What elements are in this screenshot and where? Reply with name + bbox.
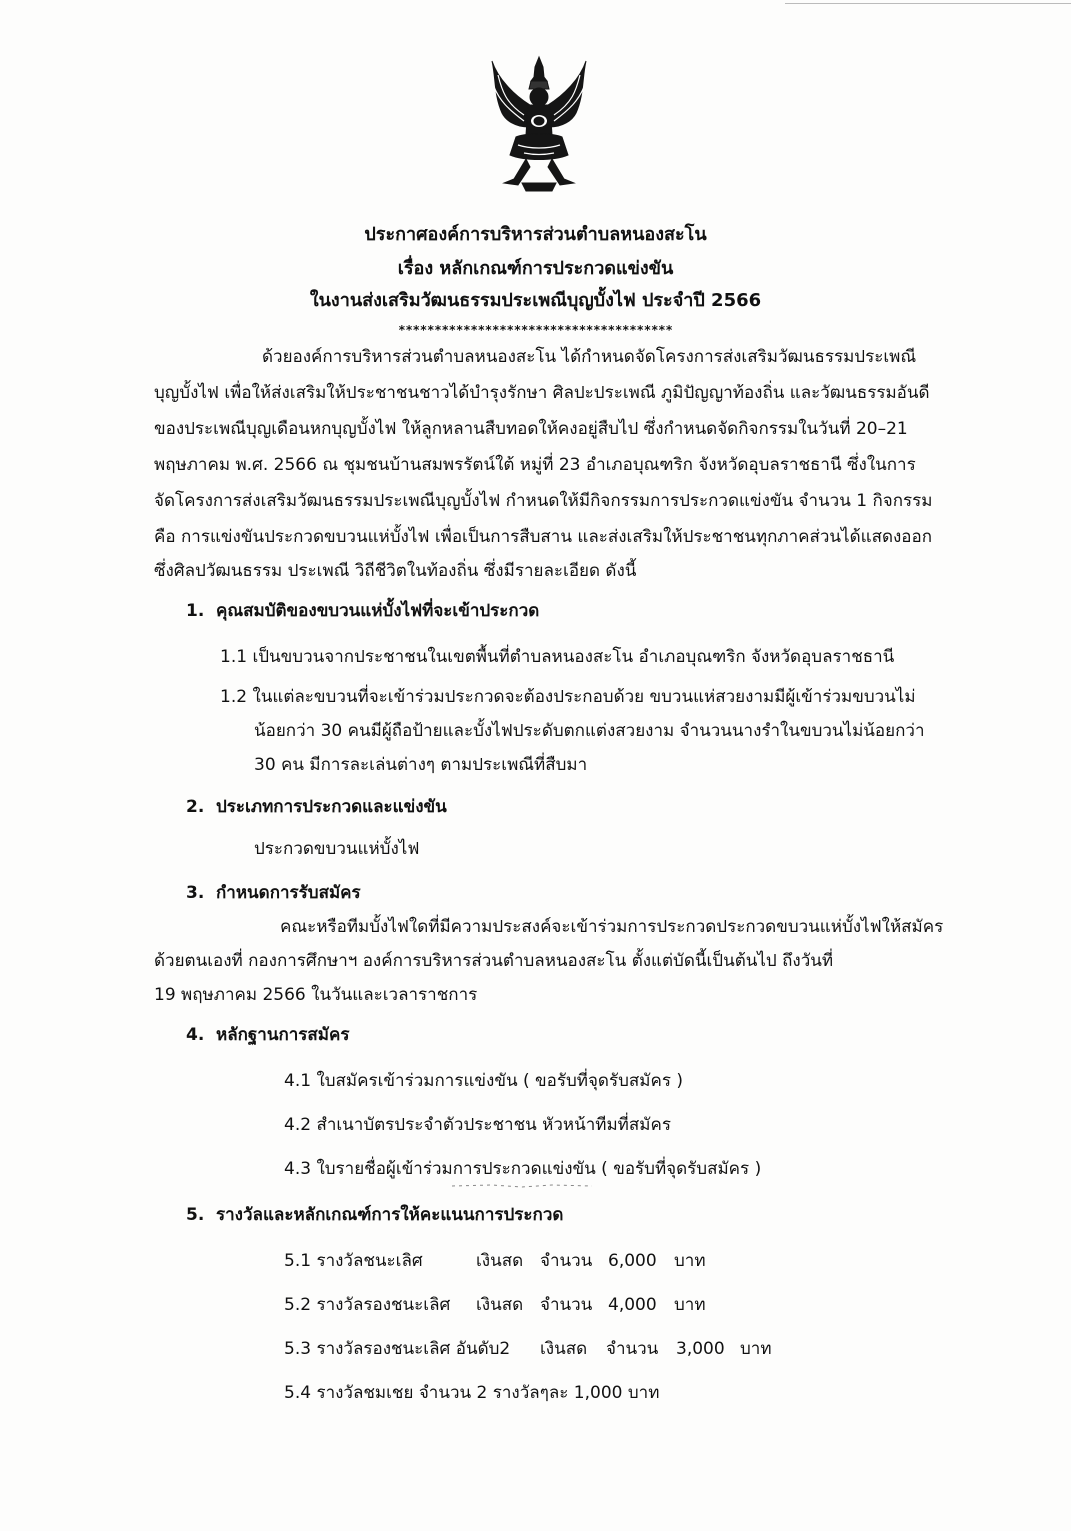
prize-cash: เงินสด (540, 1339, 588, 1359)
title-separator: ************************************** (398, 323, 673, 337)
intro-line: คือ การแข่งขันประกวดขบวนแห่บั้งไฟ เพื่อเป็นการสืบสาน และส่งเสริมให้ประชาชนทุกภาคส่วนได้แสดงออก (154, 527, 933, 547)
announcement-event: ในงานส่งเสริมวัฒนธรรมประเพณีบุญบั้งไฟ ประจำปี 2566 (309, 290, 762, 311)
prize-amount: 6,000 (608, 1251, 657, 1271)
prize-unit: บาท (740, 1339, 772, 1359)
prize-cash: เงินสด (476, 1251, 524, 1271)
section-5-heading (186, 1202, 563, 1228)
section-4-item: 4.3 ใบรายชื่อผู้เข้าร่วมการประกวดแข่งขัน ( ขอรับที่จุดรับสมัคร ) (284, 1159, 762, 1179)
section-title: กำหนดการรับสมัคร (216, 883, 361, 903)
intro-line: ของประเพณีบุญเดือนหกบุญบั้งไฟ ให้ลูกหลานสืบทอดให้คงอยู่สืบไป ซึ่งกำหนดจัดกิจกรรมในวันที่ 20–21 (154, 419, 908, 439)
prize-amount-word: จำนวน (606, 1339, 659, 1359)
section-title: รางวัลและหลักเกณฑ์การให้คะแนนการประกวด (216, 1205, 564, 1225)
intro-line: บุญบั้งไฟ เพื่อให้ส่งเสริมให้ประชาชนชาวได้บำรุงรักษา ศิลปะประเพณี ภูมิปัญญาท้องถิ่น และวัฒนธรรมอันดี (154, 383, 930, 403)
announcement-subject: เรื่อง หลักเกณฑ์การประกวดแข่งขัน (397, 258, 674, 279)
section-title: คุณสมบัติของขบวนแห่บั้งไฟที่จะเข้าประกวด (216, 601, 540, 621)
section-3-line: ด้วยตนเองที่ กองการศึกษาฯ องค์การบริหารส่วนตำบลหนองสะโน ตั้งแต่บัดนี้เป็นต้นไป ถึงวันที่ (154, 951, 834, 971)
section-4-item: 4.1 ใบสมัครเข้าร่วมการแข่งขัน ( ขอรับที่จุดรับสมัคร ) (284, 1071, 684, 1091)
section-1-item-2-line: น้อยกว่า 30 คนมีผู้ถือป้ายและบั้งไฟประดับตกแต่งสวยงาม จำนวนนางรำในขบวนไม่น้อยกว่า (254, 721, 925, 741)
section-1-item-1: 1.1 เป็นขบวนจากประชาชนในเขตพื้นที่ตำบลหนองสะโน อำเภอบุณฑริก จังหวัดอุบลราชธานี (220, 647, 895, 667)
section-number: 2. (186, 797, 205, 817)
section-3-heading (186, 880, 361, 906)
intro-line: จัดโครงการส่งเสริมวัฒนธรรมประเพณีบุญบั้งไฟ กำหนดให้มีกิจกรรมการประกวดแข่งขัน จำนวน 1 กิจกรรม (154, 491, 933, 511)
intro-line: พฤษภาคม พ.ศ. 2566 ณ ชุมชนบ้านสมพรรัตน์ใต้ หมู่ที่ 23 อำเภอบุณฑริก จังหวัดอุบลราชธานี ซึ่งในการ (154, 455, 916, 475)
announcement-title: ประกาศองค์การบริหารส่วนตำบลหนองสะโน (364, 224, 707, 245)
prize-unit: บาท (674, 1251, 706, 1271)
prize-label: 5.2 รางวัลรองชนะเลิศ (284, 1295, 451, 1315)
prize-label: 5.3 รางวัลรองชนะเลิศ อันดับ2 (284, 1339, 511, 1359)
prize-row (284, 1292, 450, 1318)
section-1-heading (186, 598, 539, 624)
section-title: ประเภทการประกวดและแข่งขัน (216, 797, 447, 817)
prize-row (284, 1248, 423, 1274)
prize-label: 5.1 รางวัลชนะเลิศ (284, 1251, 423, 1271)
section-2-heading (186, 794, 447, 820)
prize-amount: 3,000 (676, 1339, 725, 1359)
prize-cash: เงินสด (476, 1295, 524, 1315)
prize-amount: 4,000 (608, 1295, 657, 1315)
section-number: 5. (186, 1205, 205, 1225)
section-4-item: 4.2 สำเนาบัตรประจำตัวประชาชน หัวหน้าทีมที่สมัคร (284, 1115, 671, 1135)
garuda-emblem-icon (484, 55, 594, 195)
section-2-body: ประกวดขบวนแห่บั้งไฟ (254, 839, 420, 859)
section-3-line: คณะหรือทีมบั้งไฟใดที่มีความประสงค์จะเข้าร่วมการประกวดประกวดขบวนแห่บั้งไฟให้สมัคร (280, 917, 944, 937)
intro-line: ด้วยองค์การบริหารส่วนตำบลหนองสะโน ได้กำหนดจัดโครงการส่งเสริมวัฒนธรรมประเพณี (262, 347, 917, 367)
section-number: 3. (186, 883, 205, 903)
intro-line: ซึ่งศิลปวัฒนธรรม ประเพณี วิถีชีวิตในท้องถิ่น ซึ่งมีรายละเอียด ดังนี้ (154, 561, 637, 581)
consolation-prize: 5.4 รางวัลชมเชย จำนวน 2 รางวัลๆละ 1,000 บาท (284, 1383, 660, 1403)
top-rule (785, 3, 1071, 4)
scan-smudge (452, 1183, 592, 1189)
prize-amount-word: จำนวน (540, 1251, 593, 1271)
section-1-item-2-line: 1.2 ในแต่ละขบวนที่จะเข้าร่วมประกวดจะต้องประกอบด้วย ขบวนแห่สวยงามมีผู้เข้าร่วมขบวนไม่ (220, 687, 916, 707)
section-4-heading (186, 1022, 350, 1048)
prize-row (284, 1336, 510, 1362)
section-number: 1. (186, 601, 205, 621)
section-3-line: 19 พฤษภาคม 2566 ในวันและเวลาราชการ (154, 985, 478, 1005)
section-1-item-2-line: 30 คน มีการละเล่นต่างๆ ตามประเพณีที่สืบมา (254, 755, 588, 775)
prize-amount-word: จำนวน (540, 1295, 593, 1315)
prize-unit: บาท (674, 1295, 706, 1315)
section-number: 4. (186, 1025, 205, 1045)
section-title: หลักฐานการสมัคร (216, 1025, 350, 1045)
